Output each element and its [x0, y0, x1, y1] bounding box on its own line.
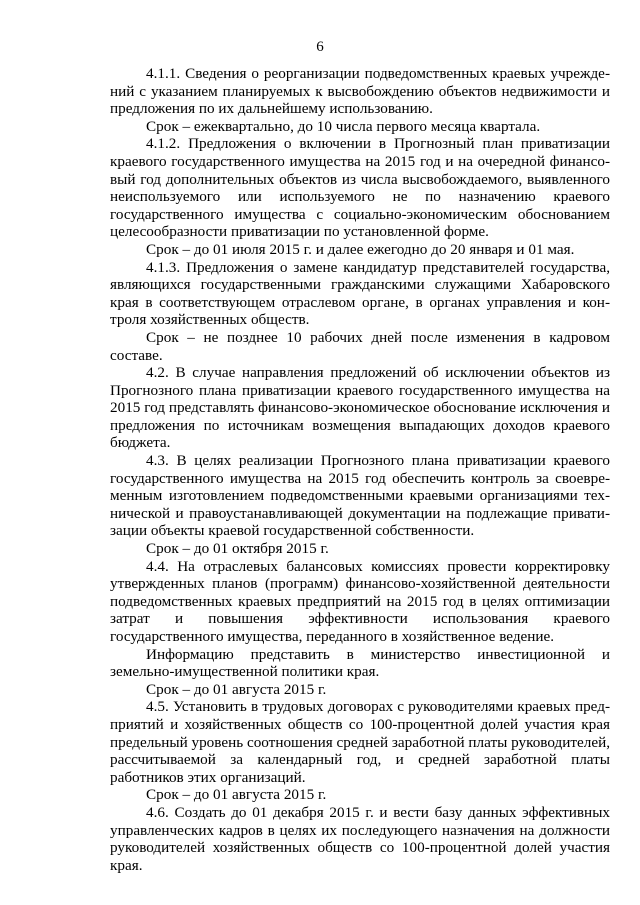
deadline-4-5: Срок – до 01 августа 2015 г. — [146, 786, 327, 804]
paragraph-4-2: 4.2. В случае направления предложений об исключении объектов из Прогнозного плана приватизации краевого государственного имущества на 2015 год представлять финансово-экономическое обоснование исключения и предложения по источникам возмещения выпадающих доходов краевого бюджета. — [110, 364, 610, 452]
information-note-4-4: Информацию представить в министерство инвестиционной и земельно-имущественной политики края. — [110, 645, 610, 681]
deadline-4-3: Срок – до 01 октября 2015 г. — [146, 540, 329, 558]
deadline-4-4: Срок – до 01 августа 2015 г. — [146, 680, 327, 698]
paragraph-4-1-3: 4.1.3. Предложения о замене кандидатур представителей государства, являющихся государственными гражданскими служащими Хабаровского края в соответствующем отраслевом органе, в органах управления и контроля хозяйственных обществ. — [110, 258, 610, 329]
paragraph-4-1-1: 4.1.1. Сведения о реорганизации подведомственных краевых учреждений с указанием планируемых к высвобождению объектов недвижимости и предложения по их дальнейшему использованию. — [110, 65, 610, 118]
paragraph-4-5: 4.5. Установить в трудовых договорах с руководителями краевых предприятий и хозяйственных обществ со 100-процентной долей участия края предельный уровень соотношения средней заработной платы руководителей, рассчитываемой за календарный год, и средней заработной платы работников этих организаций. — [110, 698, 610, 786]
deadline-4-1-3: Срок – не позднее 10 рабочих дней после изменения в кадровом составе. — [110, 328, 610, 364]
paragraph-4-4: 4.4. На отраслевых балансовых комиссиях провести корректировку утвержденных планов (программ) финансово-хозяйственной деятельности подведомственных краевых предприятий на 2015 год в целях оптимизации затрат и повышения эффективности использования краевого государственного имущества, переданного в хозяйственное ведение. — [110, 557, 610, 645]
deadline-4-1-1: Срок – ежеквартально, до 10 числа первого месяца квартала. — [146, 117, 541, 135]
paragraph-4-3: 4.3. В целях реализации Прогнозного плана приватизации краевого государственного имущества на 2015 год обеспечить контроль за своевременным изготовлением подведомственными краевыми организациями технической и правоустанавливающей документации на подлежащие приватизации объекты краевой государственной собственности. — [110, 452, 610, 540]
paragraph-4-6: 4.6. Создать до 01 декабря 2015 г. и вести базу данных эффективных управленческих кадров в целях их последующего назначения на должности руководителей хозяйственных обществ со 100-процентной долей участия края. — [110, 803, 610, 874]
document-body — [110, 65, 610, 874]
paragraph-4-1-2: 4.1.2. Предложения о включении в Прогнозный план приватизации краевого государственного имущества на 2015 год и на очередной финансовый год дополнительных объектов из числа высвобождаемого, выявленного неиспользуемого или используемого не по назначению краевого государственного имущества с социально-экономическим обоснованием целесообразности приватизации по установленной форме. — [110, 135, 610, 241]
page-number: 6 — [316, 39, 324, 55]
deadline-4-1-2: Срок – до 01 июля 2015 г. и далее ежегодно до 20 января и 01 мая. — [146, 240, 575, 258]
